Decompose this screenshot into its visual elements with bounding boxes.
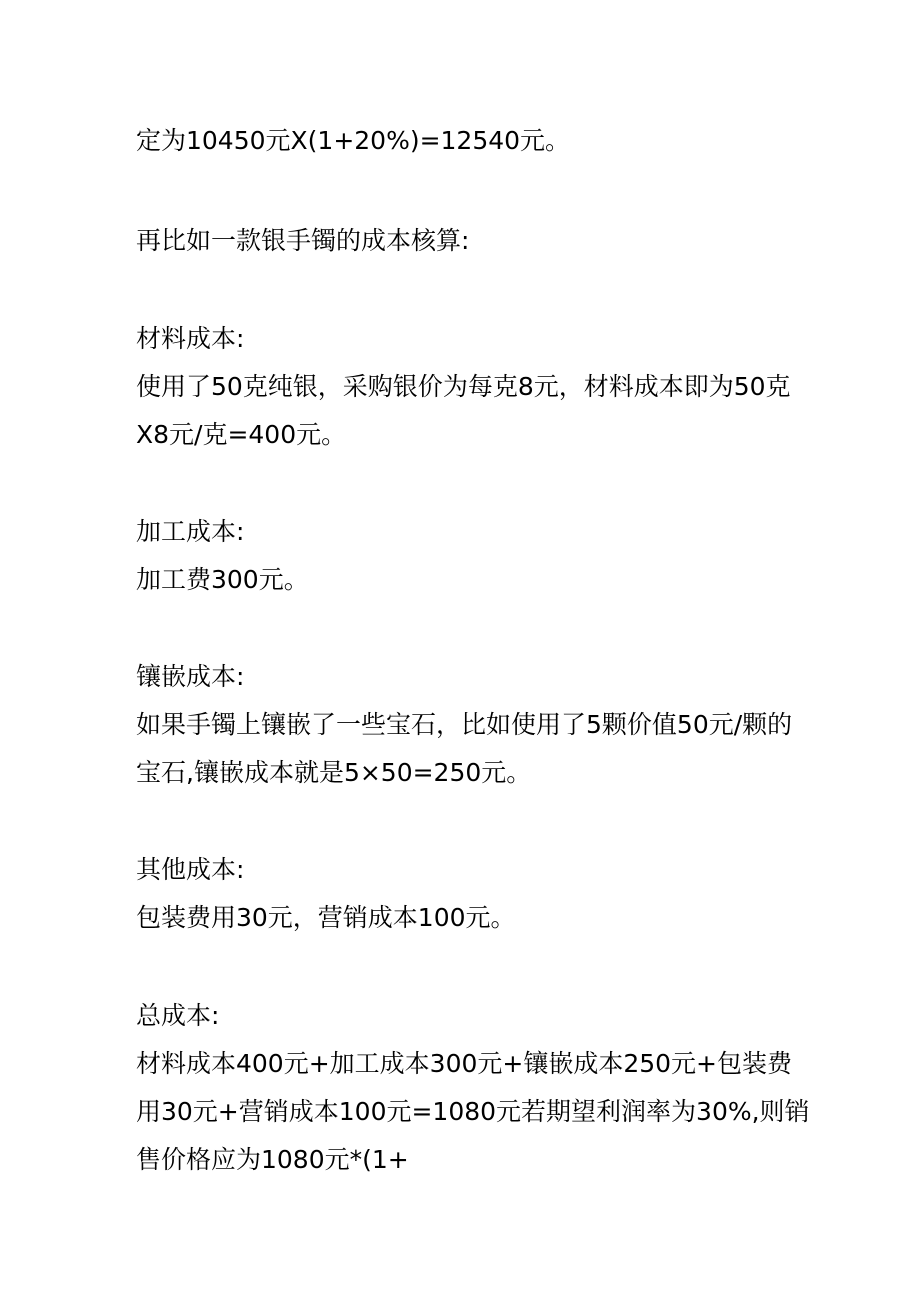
paragraph-processing-cost: 加工费300元。 bbox=[136, 565, 309, 594]
heading-total-cost: 总成本: bbox=[136, 1001, 220, 1030]
paragraph-total-cost-1: 材料成本400元+加工成本300元+镶嵌成本250元+包装费 bbox=[136, 1049, 792, 1078]
paragraph-other-cost: 包装费用30元，营销成本100元。 bbox=[136, 903, 516, 932]
paragraph-material-cost-1: 使用了50克纯银，采购银价为每克8元，材料成本即为50克 bbox=[136, 372, 791, 401]
heading-processing-cost: 加工成本: bbox=[136, 517, 245, 546]
heading-material-cost: 材料成本: bbox=[136, 324, 245, 353]
paragraph-inlay-cost-1: 如果手镯上镶嵌了一些宝石，比如使用了5颗价值50元/颗的 bbox=[136, 710, 793, 739]
paragraph-total-cost-2: 用30元+营销成本100元=1080元若期望利润率为30%,则销 bbox=[136, 1097, 810, 1126]
paragraph-bracelet-intro: 再比如一款银手镯的成本核算: bbox=[136, 226, 470, 255]
heading-other-cost: 其他成本: bbox=[136, 855, 245, 884]
paragraph-price-calculation: 定为10450元X(1+20%)=12540元。 bbox=[136, 126, 571, 155]
paragraph-total-cost-3: 售价格应为1080元*(1+ bbox=[136, 1145, 409, 1174]
paragraph-material-cost-2: X8元/克=400元。 bbox=[136, 420, 347, 449]
heading-inlay-cost: 镶嵌成本: bbox=[136, 662, 245, 691]
paragraph-inlay-cost-2: 宝石,镶嵌成本就是5×50=250元。 bbox=[136, 758, 532, 787]
